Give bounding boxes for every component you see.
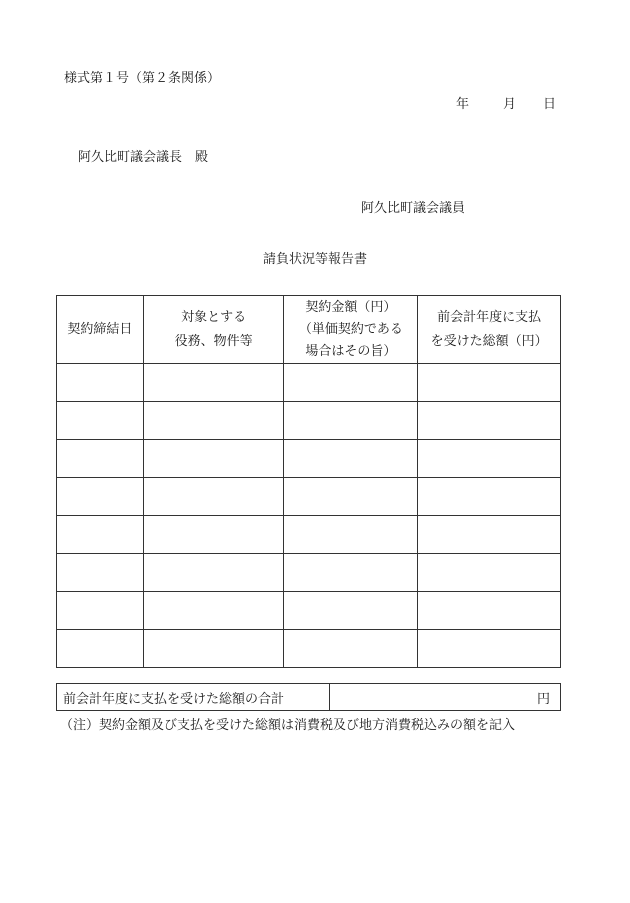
table-row <box>57 440 561 478</box>
total-table <box>56 683 561 711</box>
date-month: 月 <box>503 97 517 112</box>
header-line: 前会計年度に支払 <box>437 309 542 325</box>
cell-contract-amount[interactable] <box>284 478 418 516</box>
cell-contract-amount[interactable] <box>284 516 418 554</box>
cell-total-paid[interactable] <box>418 402 561 440</box>
cell-total-paid[interactable] <box>418 364 561 402</box>
table-row <box>57 478 561 516</box>
header-line: 役務、物件等 <box>174 333 253 349</box>
header-subject <box>143 296 284 364</box>
header-line: を受けた総額（円） <box>430 333 548 349</box>
cell-total-paid[interactable] <box>418 592 561 630</box>
cell-contract-amount[interactable] <box>284 592 418 630</box>
cell-subject[interactable] <box>143 364 284 402</box>
cell-subject[interactable] <box>143 516 284 554</box>
cell-subject[interactable] <box>143 630 284 668</box>
cell-subject[interactable] <box>143 402 284 440</box>
table-row <box>57 592 561 630</box>
addressee: 阿久比町議会議長 殿 <box>78 150 209 165</box>
cell-total-paid[interactable] <box>418 554 561 592</box>
cell-contract-date[interactable] <box>57 554 144 592</box>
date-day: 日 <box>543 97 557 112</box>
cell-subject[interactable] <box>143 478 284 516</box>
header-contract-amount <box>284 296 418 364</box>
table-header-row <box>57 296 561 364</box>
cell-subject[interactable] <box>143 554 284 592</box>
header-line: 場合はその旨） <box>305 343 397 359</box>
total-value-cell[interactable] <box>330 684 561 711</box>
sender: 阿久比町議会議員 <box>361 201 466 216</box>
cell-total-paid[interactable] <box>418 630 561 668</box>
cell-contract-date[interactable] <box>57 440 144 478</box>
cell-contract-amount[interactable] <box>284 554 418 592</box>
header-line: 契約締結日 <box>67 321 133 337</box>
cell-contract-amount[interactable] <box>284 440 418 478</box>
cell-total-paid[interactable] <box>418 440 561 478</box>
total-row <box>57 684 561 711</box>
total-unit: 円 <box>536 691 550 707</box>
header-line: 対象とする <box>181 309 247 325</box>
document-title: 請負状況等報告書 <box>262 252 367 267</box>
header-line: 契約金額（円） <box>305 299 397 315</box>
cell-contract-date[interactable] <box>57 364 144 402</box>
cell-total-paid[interactable] <box>418 516 561 554</box>
cell-total-paid[interactable] <box>418 478 561 516</box>
header-contract-date <box>57 296 144 364</box>
cell-contract-date[interactable] <box>57 478 144 516</box>
footnote: （注）契約金額及び支払を受けた総額は消費税及び地方消費税込みの額を記入 <box>60 718 516 733</box>
date-line <box>456 93 556 112</box>
header-line: （単価契約である <box>298 321 403 337</box>
report-table <box>56 295 561 668</box>
cell-contract-amount[interactable] <box>284 364 418 402</box>
cell-contract-date[interactable] <box>57 592 144 630</box>
cell-contract-date[interactable] <box>57 630 144 668</box>
form-number-label: 様式第１号（第２条関係） <box>64 71 221 86</box>
table-row <box>57 516 561 554</box>
cell-subject[interactable] <box>143 440 284 478</box>
table-row <box>57 364 561 402</box>
table-row <box>57 630 561 668</box>
cell-contract-amount[interactable] <box>284 630 418 668</box>
cell-contract-date[interactable] <box>57 402 144 440</box>
table-row <box>57 554 561 592</box>
cell-subject[interactable] <box>143 592 284 630</box>
table-row <box>57 402 561 440</box>
date-year: 年 <box>456 97 470 112</box>
cell-contract-date[interactable] <box>57 516 144 554</box>
total-label: 前会計年度に支払を受けた総額の合計 <box>57 684 330 711</box>
cell-contract-amount[interactable] <box>284 402 418 440</box>
header-total-paid <box>418 296 561 364</box>
